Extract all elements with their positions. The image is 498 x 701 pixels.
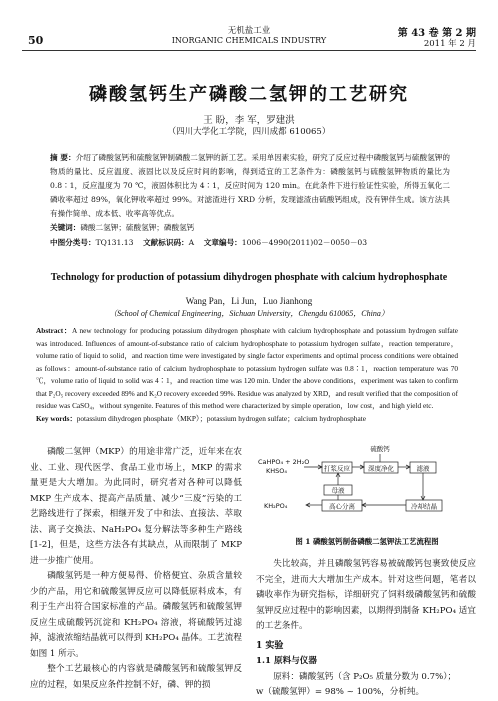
label-product: KH₂PO₄: [264, 502, 288, 510]
intro-paragraph-1: 磷酸二氢钾（MKP）的用途非常广泛，近年来在农业、工业、现代医学、食品工业市场上，MKP 的需求量更是大大增加。为此同时，研究者对各种可以降低 MKP 生产成本、提高产品质量、减少“三废”污染的工艺路线进行了探索，相继开发了中和法、直接法、萃取法、离子交换法、NaH₂PO₄ 复分解法等多种生产路线[1-2]，但是，这些方法各有其缺点，从而限制了 MKP 进一步推广使用。: [30, 447, 242, 566]
authors-cn: 王 盼，李 军，罗建洪: [203, 115, 295, 126]
article-no-label: 文章编号：: [203, 237, 242, 247]
keywords-en-label: Key words：: [36, 413, 77, 423]
materials-line-1: 原料：磷酸氢钙（含 P₂O₅ 质量分数为 0.7%）；: [273, 671, 457, 682]
keywords-label: 关键词：: [50, 223, 81, 233]
journal-date: 2011 年 2 月: [423, 39, 476, 49]
doc-code: A: [188, 237, 195, 247]
intro-paragraph-4: 失比较高，并且磷酸氢钙容易被硫酸钙包裹致使反应不完全，进而大大增加生产成本。针对这些问题，笔者以磷收率作为研究指标，详细研究了饲料级磷酸氢钙和硫酸氢钾反应过程中的影响因素，以期得到制备 KH₂PO₄ 适宜的工艺条件。: [256, 559, 476, 631]
journal-volume: 第 43 卷 第 2 期: [397, 28, 476, 39]
left-column: [30, 445, 242, 693]
label-purify: 深度净化: [368, 464, 394, 473]
section-heading-1: 1 实验: [256, 640, 284, 651]
label-in-top: 硫酸钙: [370, 445, 390, 453]
figure-caption: 图 1 磷酸氢钙制备磷酸二氢钾法工艺流程图: [295, 537, 439, 546]
paper-title-cn: 磷酸氢钙生产磷酸二氢钾的工艺研究: [89, 84, 409, 105]
intro-paragraph-2: 磷酸氢钙是一种方便易得、价格便宜、杂质含量较少的产品，用它和硫酸氢钾反应可以降低原料成本，有利于生产出符合国家标准的产品。磷酸氢钙和硫酸氢钾反应生成硫酸钙沉淀和 KH₂PO₄ 溶液，将硫酸钙过滤掉，滤液浓缩结晶就可以得到 KH₂PO₄ 晶体。工艺流程如图 1 所示。: [30, 571, 242, 659]
paper-title-en: Technology for production of potassium dihydrogen phosphate with calcium hydrophosphate: [50, 272, 448, 283]
label-reactant2: KHSO₄: [266, 467, 287, 475]
clc-code: TQ131.13: [95, 237, 134, 247]
journal-name-cn: 无机盐工业: [227, 26, 271, 36]
intro-paragraph-3: 整个工艺最核心的内容就是磷酸氢钙和硫酸氢钾反应的过程，如果反应条件控制不好，磷、钾的损: [30, 664, 242, 690]
right-column: [256, 557, 476, 701]
clc-label: 中图分类号：: [50, 237, 96, 247]
keywords-cn: 磷酸二氢钾；硫酸氢钾；磷酸氢钙: [80, 223, 195, 233]
label-mother: 母液: [331, 486, 345, 495]
journal-name-en: INORGANIC CHEMICALS INDUSTRY: [171, 36, 327, 45]
process-flow-diagram: [256, 442, 478, 532]
abstract-cn: 介绍了磷酸氢钙和硫酸氢钾制磷酸二氢钾的新工艺。采用单因素实验，研究了反应过程中磷酸氢钙与硫酸氢钾的物质的量比、反应温度、液固比以及反应时间的影响，得到适宜的工艺条件为：磷酸氢钙与硫酸氢钾物质的量比为 0.8∶1，反应温度为 70 ℃，液固体积比为 4∶1，反应时间为 120 min。在此条件下进行验证性实验，所得五氧化二磷收率超过 89%，氧化钾收率超过 99%。对滤渣进行 XRD 分析，发现滤渣由硫酸钙组成，没有钾伴生成。该方法具有操作简单、成本低、收率高等优点。: [50, 153, 450, 219]
doc-code-label: 文献标识码：: [143, 237, 189, 247]
keywords-en: potassium dihydrogen phosphate（MKP）；potassium hydrogen sulfate；calcium hydrophosphate: [76, 413, 366, 423]
affiliation-en: （School of Chemical Engineering，Sichuan University，Chengdu 610065，China）: [109, 309, 389, 318]
authors-en: Wang Pan，Li Jun，Luo Jianhong: [185, 296, 313, 306]
label-filter: 滤液: [416, 464, 430, 473]
materials-line-2: w（硫酸氢钾）= 98% ~ 100%，分析纯。: [256, 687, 425, 697]
header-rule: [22, 50, 476, 51]
label-conc: 高心分离: [329, 502, 355, 511]
abstract-en-label: Abstract：: [36, 326, 72, 335]
abstract-label: 摘 要：: [50, 153, 76, 162]
abstract-en: A new technology for producing potassium dihydrogen phosphate with calcium hydrophosphate and potassium hydrogen sulfate was introduced. Influences of amount-of-substance ratio of calcium hydrophosphate to potassium hydrogen sulfate，reaction temperature，volume ratio of liquid to solid，and reaction time were investigated by single factor experiments and optimal process conditions were obtained as follows：amount-of-substance ratio of calcium hydrophosphate to potassium hydrogen sulfate was 0.8∶1，reaction temperature was 70 ℃，volume ratio of liquid to solid was 4∶1，and reaction time was 120 min. Under the above conditions，experiment was taken to confirm that P₂O₅ recovery exceeded 89% and K₂O recovery exceeded 99%. Residue was analyzed by XRD，and result verified that the composition of residue was CaSO₄，without syngenite. Features of this method were characterized by simple operation，low cost，and high yield etc.: [36, 326, 459, 410]
page-number: 50: [28, 34, 44, 47]
abstract-en-block: [36, 325, 458, 425]
label-react: 打浆反应: [324, 464, 350, 473]
label-cryst: 冷却结晶: [411, 502, 437, 511]
article-no: 1006－4990(2011)02－0050－03: [241, 237, 368, 247]
label-reactant1: CaHPO₄ + 2H₂O: [258, 458, 310, 466]
affiliation-cn: （四川大学化工学院，四川成都 610065）: [167, 127, 331, 137]
subsection-heading-1-1: 1.1 原料与仪器: [256, 656, 317, 666]
abstract-cn-block: [50, 151, 450, 250]
